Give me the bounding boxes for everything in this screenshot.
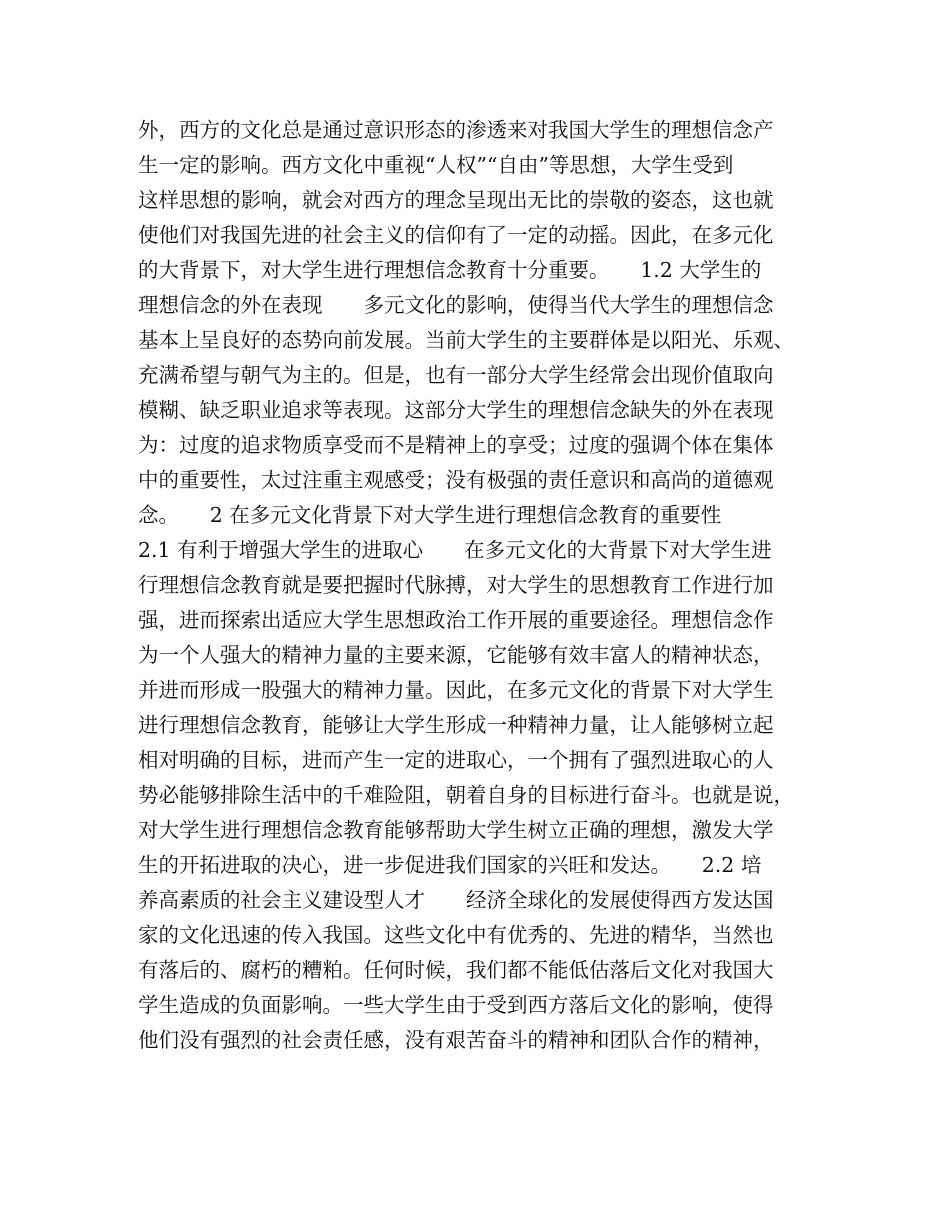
text-line: 势必能够排除生活中的千难险阻，朝着自身的目标进行奋斗。也就是说， [138,783,794,807]
text-line: 中的重要性，太过注重主观感受；没有极强的责任意识和高尚的道德观 [138,468,774,492]
text-line: 养高素质的社会主义建设型人才 经济全球化的发展使得西方发达国 [138,888,774,912]
text-line: 基本上呈良好的态势向前发展。当前大学生的主要群体是以阳光、乐观、 [138,328,794,352]
text-line: 他们没有强烈的社会责任感，没有艰苦奋斗的精神和团队合作的精神， [138,1028,774,1052]
text-line: 为：过度的追求物质享受而不是精神上的享受；过度的强调个体在集体 [138,433,774,457]
text-line: 家的文化迅速的传入我国。这些文化中有优秀的、先进的精华，当然也 [138,923,774,947]
text-line: 对大学生进行理想信念教育能够帮助大学生树立正确的理想，激发大学 [138,818,774,842]
text-line: 使他们对我国先进的社会主义的信仰有了一定的动摇。因此，在多元化 [138,223,774,247]
text-line: 生一定的影响。西方文化中重视“人权”“自由”等思想，大学生受到 [138,153,734,177]
text-line: 进行理想信念教育，能够让大学生形成一种精神力量，让人能够树立起 [138,713,774,737]
text-line: 外，西方的文化总是通过意识形态的渗透来对我国大学生的理想信念产 [138,118,774,142]
text-line: 为一个人强大的精神力量的主要来源，它能够有效丰富人的精神状态， [138,643,774,667]
text-line: 的大背景下，对大学生进行理想信念教育十分重要。 1.2 大学生的 [138,258,762,282]
text-line: 念。 2 在多元文化背景下对大学生进行理想信念教育的重要性 [138,503,722,527]
text-line: 相对明确的目标，进而产生一定的进取心，一个拥有了强烈进取心的人 [138,748,774,772]
text-line: 并进而形成一股强大的精神力量。因此，在多元文化的背景下对大学生 [138,678,774,702]
text-line: 生的开拓进取的决心，进一步促进我们国家的兴旺和发达。 2.2 培 [138,853,762,877]
text-line: 学生造成的负面影响。一些大学生由于受到西方落后文化的影响，使得 [138,993,774,1017]
text-line: 2.1 有利于增强大学生的进取心 在多元文化的大背景下对大学生进 [138,538,772,562]
text-line: 强，进而探索出适应大学生思想政治工作开展的重要途径。理想信念作 [138,608,774,632]
body-text [138,113,818,1058]
text-line: 充满希望与朝气为主的。但是，也有一部分大学生经常会出现价值取向 [138,363,774,387]
text-line: 行理想信念教育就是要把握时代脉搏，对大学生的思想教育工作进行加 [138,573,774,597]
text-line: 有落后的、腐朽的糟粕。任何时候，我们都不能低估落后文化对我国大 [138,958,774,982]
text-line: 理想信念的外在表现 多元文化的影响，使得当代大学生的理想信念 [138,293,774,317]
text-line: 这样思想的影响，就会对西方的理念呈现出无比的崇敬的姿态，这也就 [138,188,774,212]
text-line: 模糊、缺乏职业追求等表现。这部分大学生的理想信念缺失的外在表现 [138,398,774,422]
